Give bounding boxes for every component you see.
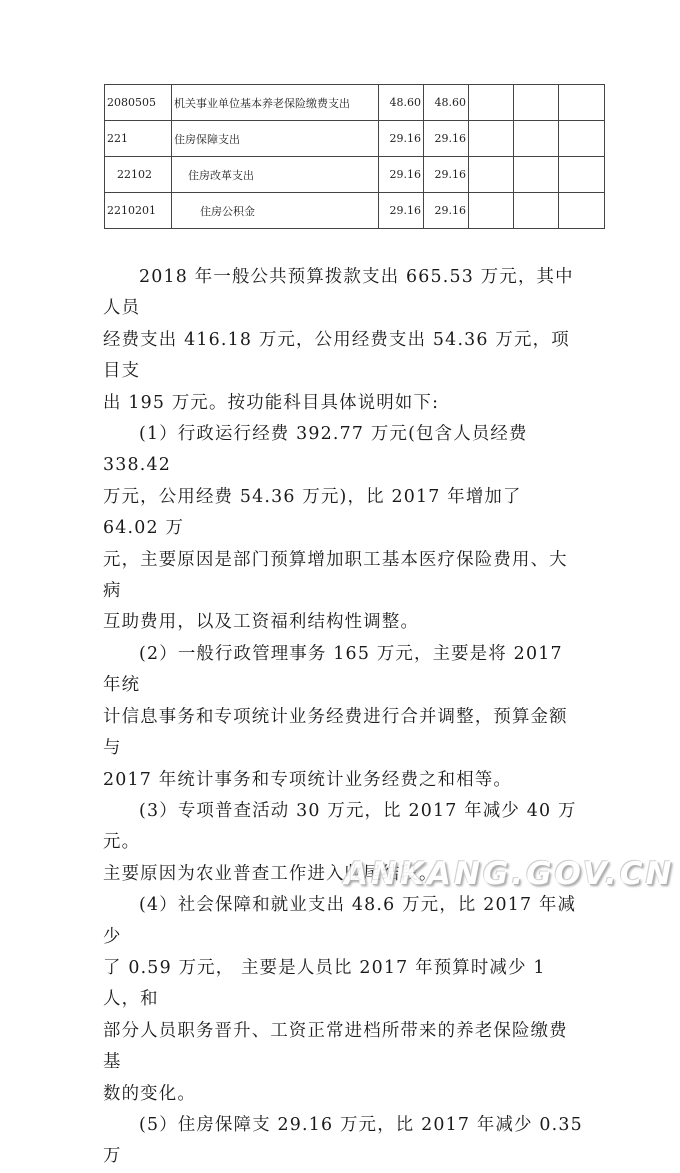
table-cell-empty	[559, 193, 605, 229]
table-cell-code: 221	[105, 121, 172, 157]
text-line: 互助费用，以及工资福利结构性调整。	[103, 612, 420, 633]
table-row	[105, 85, 605, 121]
table-cell-code: 22102	[105, 157, 172, 193]
table-cell-empty	[514, 157, 559, 193]
text-line: (2）一般行政管理事务 165 万元，主要是将 2017 年统	[103, 643, 563, 696]
text-line: 万元，公用经费 54.36 万元)，比 2017 年增加了 64.02 万	[103, 486, 522, 539]
table-cell-empty	[559, 85, 605, 121]
text-line: 经费支出 416.18 万元，公用经费支出 54.36 万元，项目支	[103, 329, 570, 382]
budget-table	[104, 84, 605, 229]
table-cell-empty	[469, 193, 514, 229]
table-cell-empty	[469, 85, 514, 121]
text-line: 元，主要原因是部门预算增加职工基本医疗保险费用、大病	[103, 549, 568, 602]
text-line: (4）社会保障和就业支出 48.6 万元，比 2017 年减少	[103, 895, 577, 947]
text-line: (5）住房保障支 29.16 万元，比 2017 年减少 0.35 万	[103, 1114, 583, 1167]
table-cell-name: 住房保障支出	[172, 121, 379, 157]
table-cell-value: 29.16	[424, 121, 469, 157]
text-line: 计信息事务和专项统计业务经费进行合并调整，预算金额与	[103, 706, 568, 759]
text-line: 2018 年一般公共预算拨款支出 665.53 万元，其中人员	[103, 267, 574, 319]
table-cell-name: 住房改革支出	[172, 157, 379, 193]
table-cell-value: 29.16	[379, 121, 424, 157]
table-cell-empty	[514, 121, 559, 157]
table-cell-value: 29.16	[424, 157, 469, 193]
text-line: (1）行政运行经费 392.77 万元(包含人员经费 338.42	[103, 424, 528, 476]
text-line: 了 0.59 万元， 主要是人员比 2017 年预算时减少 1 人，和	[103, 957, 546, 1010]
text-line: 部分人员职务晋升、工资正常进档所带来的养老保险缴费基	[103, 1020, 568, 1073]
table-cell-value: 29.16	[424, 193, 469, 229]
site-watermark: ANKANG.GOV.CN	[344, 856, 675, 892]
text-line: 2017 年统计事务和专项统计业务经费之和相等。	[103, 769, 513, 790]
text-line: 出 195 万元。按功能科目具体说明如下:	[103, 392, 440, 413]
table-row	[105, 157, 605, 193]
table-row	[105, 193, 605, 229]
table-cell-empty	[514, 85, 559, 121]
text-line: 主要原因为农业普查工作进入收尾结段。	[103, 863, 438, 884]
table-cell-empty	[469, 157, 514, 193]
table-cell-empty	[559, 121, 605, 157]
table-cell-value: 29.16	[379, 157, 424, 193]
table-cell-empty	[514, 193, 559, 229]
table-cell-code: 2080505	[105, 85, 172, 121]
text-line: 数的变化。	[103, 1083, 196, 1104]
table-cell-empty	[559, 157, 605, 193]
table-cell-code: 2210201	[105, 193, 172, 229]
body-text	[103, 262, 583, 1173]
table-cell-name: 住房公积金	[172, 193, 379, 229]
table-cell-empty	[469, 121, 514, 157]
table-cell-value: 48.60	[424, 85, 469, 121]
table-cell-name: 机关事业单位基本养老保险缴费支出	[172, 85, 379, 121]
table-cell-value: 48.60	[379, 85, 424, 121]
text-line: (3）专项普查活动 30 万元，比 2017 年减少 40 万元。	[103, 800, 577, 853]
table-row	[105, 121, 605, 157]
table-cell-value: 29.16	[379, 193, 424, 229]
